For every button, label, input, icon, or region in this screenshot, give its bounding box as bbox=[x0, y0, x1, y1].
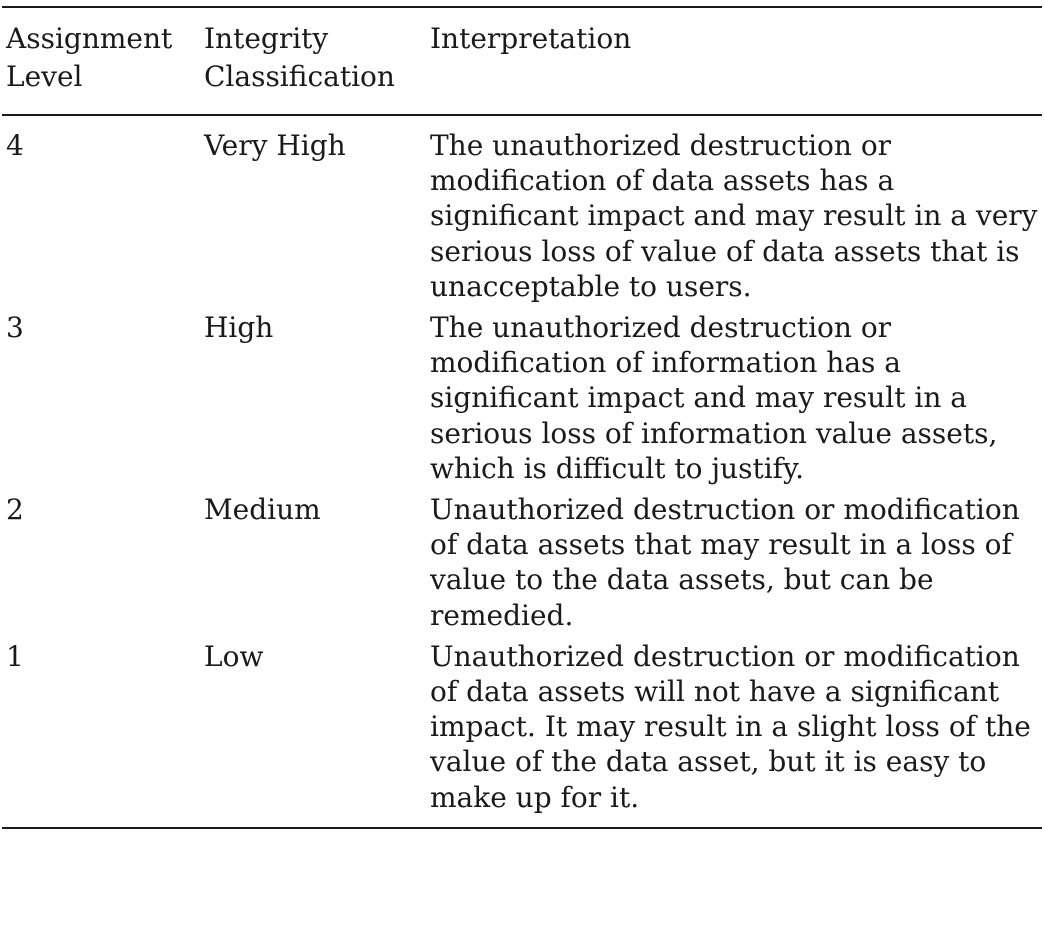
header-assignment-level bbox=[2, 7, 200, 115]
cell-interpretation: Unauthorized destruction or modification of data assets will not have a significant impact. It may result in a slight loss of the value of the data asset, but it is easy to make up for it. bbox=[430, 639, 1031, 814]
header-level-line-1: Assignment bbox=[6, 22, 173, 55]
cell-classification: High bbox=[204, 311, 274, 345]
integrity-classification-table-wrapper bbox=[2, 0, 1042, 829]
header-row bbox=[2, 7, 1042, 115]
table-row bbox=[2, 492, 1042, 639]
cell-level: 4 bbox=[6, 129, 24, 162]
table-body bbox=[2, 115, 1042, 828]
table-row bbox=[2, 310, 1042, 492]
cell-level: 3 bbox=[6, 311, 24, 345]
cell-classification: Medium bbox=[204, 493, 321, 527]
table-row bbox=[2, 115, 1042, 310]
table-row bbox=[2, 639, 1042, 828]
cell-interpretation: Unauthorized destruction or modification of data assets that may result in a loss of value to the data assets, but can be remedied. bbox=[430, 493, 1020, 632]
cell-interpretation: The unauthorized destruction or modification of information has a significant impact and may result in a serious loss of information value assets, which is difficult to justify. bbox=[430, 311, 998, 485]
cell-level: 1 bbox=[6, 639, 24, 673]
cell-interpretation: The unauthorized destruction or modification of data assets has a significant impact and may result in a very serious loss of value of data assets that is unacceptable to users. bbox=[430, 129, 1038, 303]
table-header bbox=[2, 7, 1042, 115]
cell-level: 2 bbox=[6, 493, 24, 527]
header-classification-line-1: Integrity bbox=[204, 22, 329, 55]
cell-classification: Very High bbox=[204, 129, 346, 162]
header-level-line-2: Level bbox=[6, 60, 83, 93]
header-interpretation: Interpretation bbox=[430, 22, 632, 55]
header-classification-line-2: Classification bbox=[204, 60, 395, 93]
integrity-classification-table bbox=[2, 6, 1042, 829]
header-integrity-classification bbox=[200, 7, 426, 115]
cell-classification: Low bbox=[204, 639, 264, 673]
